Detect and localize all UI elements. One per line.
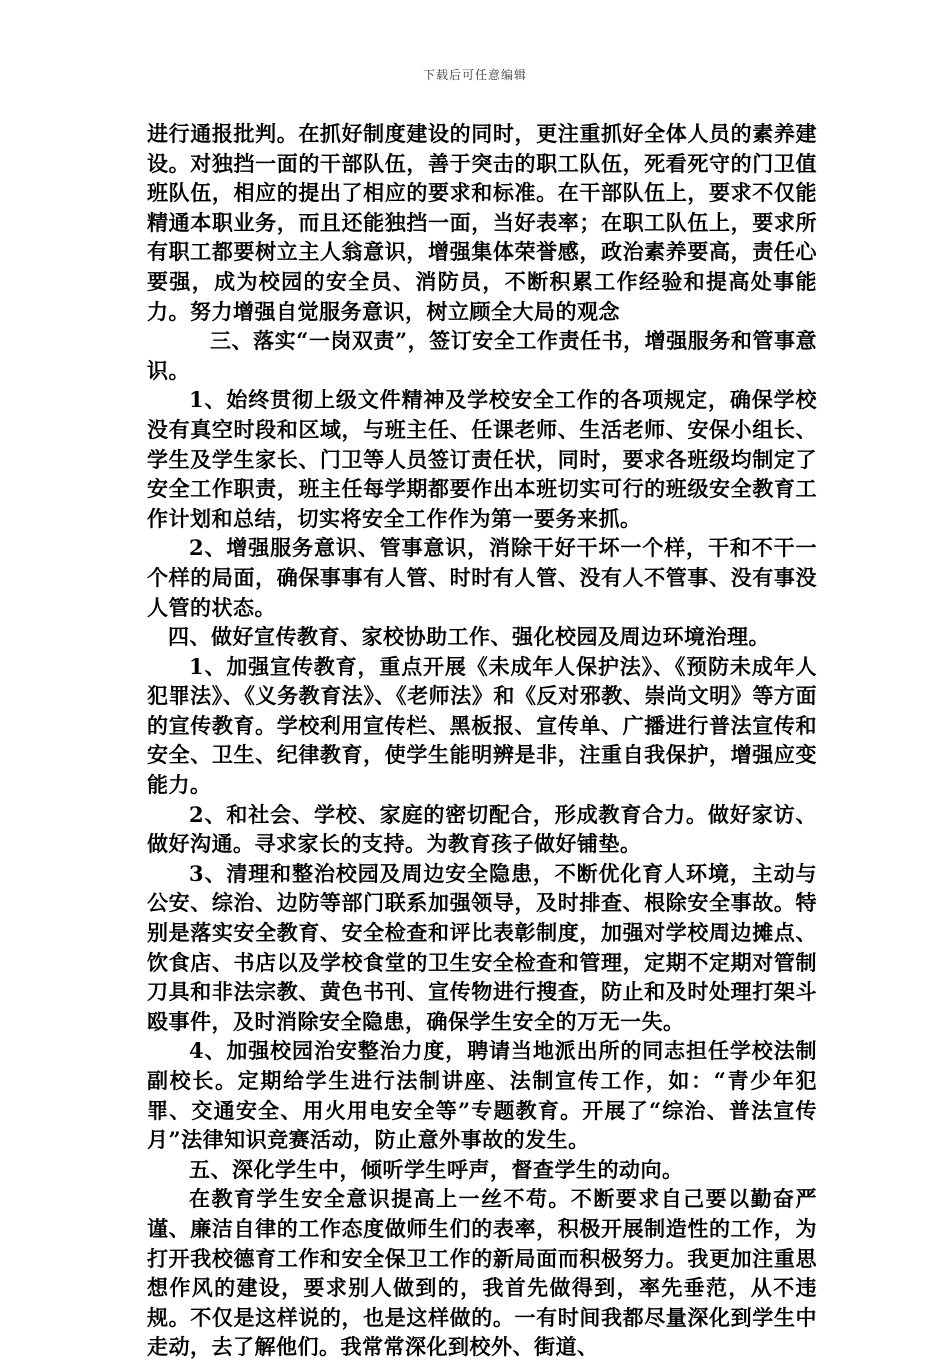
paragraph-continued: 进行通报批判。在抓好制度建设的同时，更注重抓好全体人员的素养建设。对独挡一面的干部队伍，善于突击的职工队伍，死看死守的门卫值班队伍，相应的提出了相应的要求和标准。在干部队伍上，要求不仅能精通本职业务，而且还能独挡一面，当好表率；在职工队伍上，要求所有职工都要树立主人翁意识，增强集体荣誉感，政治素养要高，责任心要强，成为校园的安全员、消防员，不断积累工作经验和提高处事能力。努力增强自觉服务意识，树立顾全大局的观念 — [147, 121, 817, 324]
paragraph-3-1: 1、始终贯彻上级文件精神及学校安全工作的各项规定，确保学校没有真空时段和区域，与班主任、任课老师、生活老师、安保小组长、学生及学生家长、门卫等人员签订责任状，同时，要求各班级均制定了安全工作职责，班主任每学期都要作出本班切实可行的班级安全教育工作计划和总结，切实将安全工作作为第一要务来抓。 — [147, 387, 817, 531]
page-header: 下载后可任意编辑 — [422, 68, 527, 82]
paragraph-4-2: 2、和社会、学校、家庭的密切配合，形成教育合力。做好家访、做好沟通。寻求家长的支持。为教育孩子做好铺垫。 — [147, 801, 817, 857]
paragraph-5-1: 在教育学生安全意识提高上一丝不苟。不断要求自己要以勤奋严谨、廉洁自律的工作态度做师生们的表率，积极开展制造性的工作，为打开我校德育工作和安全保卫工作的新局面而积极努力。我更加注重思想作风的建设，要求别人做到的，我首先做得到，率先垂范，从不违规。不仅是这样说的，也是这样做的。一有时间我都尽量深化到学生中走动，去了解他们。我常常深化到校外、街道、 — [147, 1186, 817, 1360]
paragraph-4-4: 4、加强校园治安整治力度，聘请当地派出所的同志担任学校法制副校长。定期给学生进行法制讲座、法制宣传工作，如：“青少年犯罪、交通安全、用火用电安全等”专题教育。开展了“综治、普法宣传月”法律知识竞赛活动，防止意外事故的发生。 — [147, 1038, 817, 1153]
section-heading-3: 三、落实“一岗双责”，签订安全工作责任书，增强服务和管事意识。 — [147, 328, 817, 383]
paragraph-3-2: 2、增强服务意识、管事意识，消除干好干坏一个样，干和不干一个样的局面，确保事事有人管、时时有人管、没有人不管事、没有事没人管的状态。 — [147, 535, 817, 620]
section-heading-5: 五、深化学生中，倾听学生呼声，督查学生的动向。 — [189, 1156, 684, 1182]
document-body — [147, 119, 817, 1362]
paragraph-4-1: 1、加强宣传教育，重点开展《未成年人保护法》、《预防未成年人犯罪法》、《义务教育法》、《老师法》和《反对邪教、崇尚文明》等方面的宣传教育。学校利用宣传栏、黑板报、宣传单、广播进行普法宣传和安全、卫生、纪律教育，使学生能明辨是非，注重自我保护，增强应变能力。 — [147, 653, 817, 798]
section-heading-4: 四、做好宣传教育、家校协助工作、强化校园及周边环境治理。 — [168, 624, 770, 650]
paragraph-4-3: 3、清理和整治校园及周边安全隐患，不断优化育人环境，主动与公安、综治、边防等部门联系加强领导，及时排查、根除安全事故。特别是落实安全教育、安全检查和评比表彰制度，加强对学校周边摊点、饮食店、书店以及学校食堂的卫生安全检查和管理，定期不定期对管制刀具和非法宗教、黄色书刊、宣传物进行搜查，防止和及时处理打架斗殴事件，及时消除安全隐患，确保学生安全的万无一失。 — [147, 860, 817, 1034]
